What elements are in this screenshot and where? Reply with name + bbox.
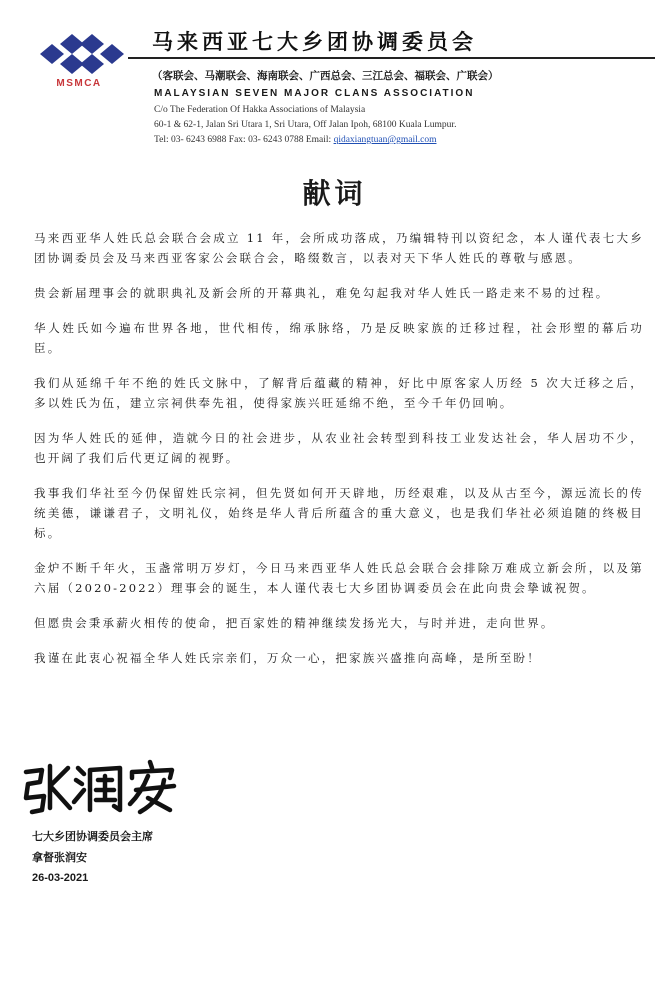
member-associations: （客联会、马潮联会、海南联会、广西总会、三江总会、福联会、广联会）	[152, 70, 499, 82]
paragraph: 我事我们华社至今仍保留姓氏宗祠，但先贤如何开天辟地，历经艰难，以及从古至今，源远流长的传统美德，谦谦君子，文明礼仪，始终是华人背后所蕴含的重大意义，也是我们华社必须追随的终极目标。	[34, 486, 644, 540]
paragraph: 金炉不断千年火，玉盏常明万岁灯，今日马来西亚华人姓氏总会联合会排除万难成立新会所，以及第六届（2020-2022）理事会的诞生，本人谨代表七大乡团协调委员会在此向贵会挚诚祝贺。	[34, 561, 644, 595]
address-line-2: 60-1 & 62-1, Jalan Sri Utara 1, Sri Utara, Off Jalan Ipoh, 68100 Kuala Lumpur.	[154, 120, 457, 130]
document-body	[34, 228, 644, 683]
email-link[interactable]: qidaxiangtuan@gmail.com	[333, 135, 437, 145]
paragraph: 但愿贵会秉承薪火相传的使命，把百家姓的精神继续发扬光大，与时并进，走向世界。	[34, 616, 555, 630]
contact-text: Tel: 03- 6243 6988 Fax: 03- 6243 0788 Email:	[154, 135, 334, 145]
logo-diamonds-icon	[28, 30, 128, 78]
paragraph: 贵会新届理事会的就职典礼及新会所的开幕典礼，难免勾起我对华人姓氏一路走来不易的过程。	[34, 286, 610, 300]
handwritten-signature	[20, 758, 190, 816]
signature-icon	[20, 758, 190, 816]
signatory-block	[32, 826, 153, 889]
address-line-1: C/o The Federation Of Hakka Associations of Malaysia	[154, 105, 366, 115]
document-date: 26-03-2021	[32, 872, 89, 884]
paragraph: 我们从延绵千年不绝的姓氏文脉中，了解背后蕴藏的精神，好比中原客家人历经 5 次大迁移之后，多以姓氏为伍，建立宗祠供奉先祖，使得家族兴旺延绵不绝，至今千年仍回响。	[34, 376, 644, 410]
org-name-chinese: 马来西亚七大乡团协调委员会	[152, 29, 477, 54]
paragraph: 因为华人姓氏的延伸，造就今日的社会进步，从农业社会转型到科技工业发达社会，华人居功不少，也开阔了我们后代更辽阔的视野。	[34, 431, 644, 465]
paragraph: 华人姓氏如今遍布世界各地，世代相传，绵承脉络，乃是反映家族的迁移过程，社会形塑的幕后功臣。	[34, 321, 644, 355]
contact-line	[154, 135, 437, 145]
header-divider	[128, 57, 655, 59]
logo-text: MSMCA	[56, 78, 102, 89]
signatory-name: 拿督张润安	[32, 851, 87, 864]
paragraph: 马来西亚华人姓氏总会联合会成立 11 年，会所成功落成，乃编辑特刊以资纪念，本人谨代表七大乡团协调委员会及马来西亚客家公会联合会，略缀数言，以表对天下华人姓氏的尊敬与感恩。	[34, 231, 644, 265]
paragraph: 我谨在此衷心祝福全华人姓氏宗亲们，万众一心，把家族兴盛推向高峰，是所至盼！	[34, 651, 541, 665]
org-name-english: MALAYSIAN SEVEN MAJOR CLANS ASSOCIATION	[154, 88, 475, 99]
document-title: 献词	[302, 177, 367, 210]
signatory-position: 七大乡团协调委员会主席	[32, 830, 153, 843]
